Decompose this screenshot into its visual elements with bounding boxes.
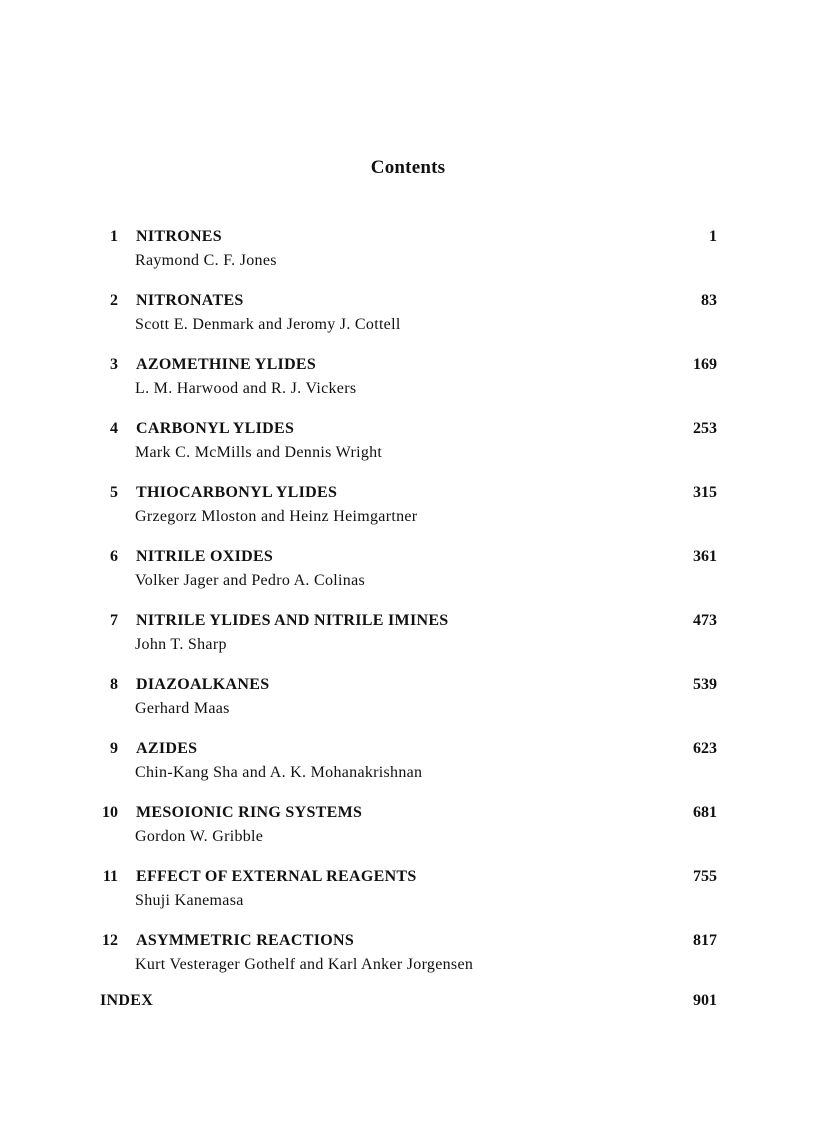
toc-entry (0, 610, 816, 674)
chapter-authors: Gordon W. Gribble (135, 828, 264, 845)
chapter-title: NITRILE YLIDES AND NITRILE IMINES (136, 612, 449, 629)
chapter-title: NITRONES (136, 228, 222, 245)
toc-list (0, 226, 816, 994)
chapter-page: 361 (693, 548, 717, 565)
chapter-authors: Kurt Vesterager Gothelf and Karl Anker Jorgensen (135, 956, 474, 973)
chapter-title: DIAZOALKANES (136, 676, 270, 693)
chapter-authors: Mark C. McMills and Dennis Wright (135, 444, 383, 461)
chapter-title: NITRILE OXIDES (136, 548, 274, 565)
toc-entry (0, 354, 816, 418)
chapter-number: 5 (110, 484, 118, 501)
toc-entry (0, 738, 816, 802)
chapter-number: 11 (102, 868, 118, 885)
toc-entry (0, 674, 816, 738)
chapter-number: 6 (110, 548, 118, 565)
chapter-number: 12 (102, 932, 118, 949)
chapter-page: 83 (701, 292, 717, 309)
chapter-title: NITRONATES (136, 292, 244, 309)
chapter-authors: L. M. Harwood and R. J. Vickers (135, 380, 357, 397)
toc-entry (0, 802, 816, 866)
chapter-page: 539 (693, 676, 717, 693)
page-title: Contents (370, 157, 446, 178)
chapter-number: 2 (110, 292, 118, 309)
chapter-page: 315 (693, 484, 717, 501)
chapter-title: THIOCARBONYL YLIDES (136, 484, 338, 501)
chapter-authors: Chin-Kang Sha and A. K. Mohanakrishnan (135, 764, 423, 781)
index-entry (0, 990, 816, 1014)
chapter-authors: John T. Sharp (135, 636, 227, 653)
toc-entry (0, 290, 816, 354)
chapter-number: 9 (110, 740, 118, 757)
chapter-title: CARBONYL YLIDES (136, 420, 295, 437)
chapter-number: 8 (110, 676, 118, 693)
chapter-page: 253 (693, 420, 717, 437)
chapter-authors: Raymond C. F. Jones (135, 252, 277, 269)
toc-entry (0, 418, 816, 482)
toc-entry (0, 226, 816, 290)
chapter-title: AZIDES (136, 740, 198, 757)
index-page: 901 (693, 992, 717, 1009)
chapter-number: 7 (110, 612, 118, 629)
chapter-authors: Scott E. Denmark and Jeromy J. Cottell (135, 316, 401, 333)
chapter-title: MESOIONIC RING SYSTEMS (136, 804, 363, 821)
toc-entry (0, 930, 816, 994)
chapter-number: 4 (110, 420, 118, 437)
chapter-title: EFFECT OF EXTERNAL REAGENTS (136, 868, 417, 885)
toc-entry (0, 482, 816, 546)
chapter-authors: Grzegorz Mloston and Heinz Heimgartner (135, 508, 418, 525)
chapter-authors: Volker Jager and Pedro A. Colinas (135, 572, 366, 589)
chapter-number: 1 (110, 228, 118, 245)
chapter-page: 755 (693, 868, 717, 885)
chapter-number: 3 (110, 356, 118, 373)
chapter-title: ASYMMETRIC REACTIONS (136, 932, 355, 949)
chapter-authors: Shuji Kanemasa (135, 892, 244, 909)
toc-entry (0, 546, 816, 610)
chapter-page: 1 (709, 228, 717, 245)
chapter-page: 817 (693, 932, 717, 949)
index-label: INDEX (100, 992, 154, 1009)
toc-entry (0, 866, 816, 930)
chapter-authors: Gerhard Maas (135, 700, 230, 717)
chapter-page: 473 (693, 612, 717, 629)
chapter-page: 623 (693, 740, 717, 757)
chapter-page: 169 (693, 356, 717, 373)
chapter-page: 681 (693, 804, 717, 821)
chapter-number: 10 (102, 804, 118, 821)
chapter-title: AZOMETHINE YLIDES (136, 356, 317, 373)
